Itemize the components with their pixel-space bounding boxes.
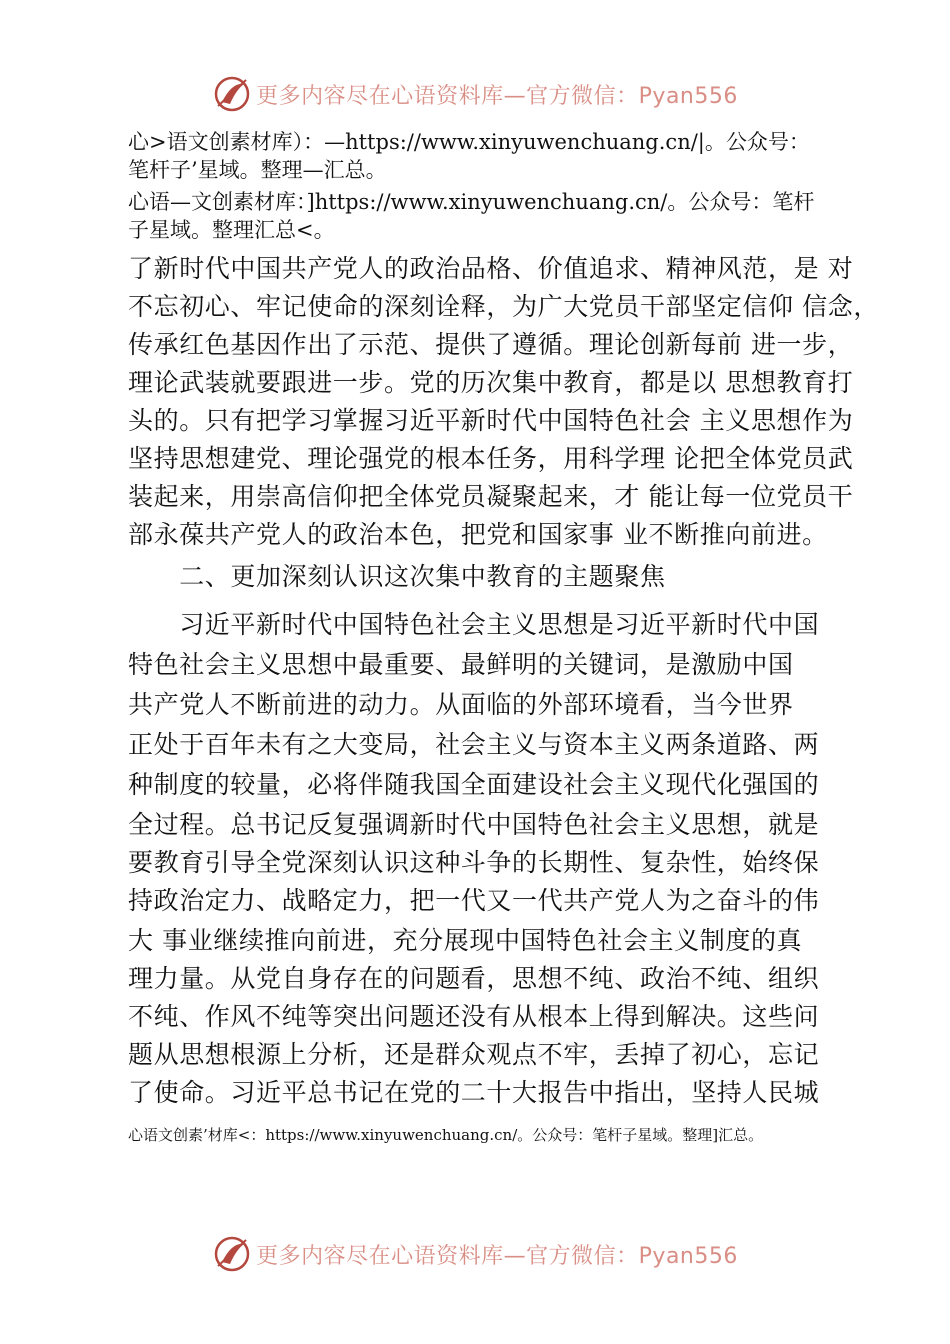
body-line: 理力量。从党自身存在的问题看，思想不纯、政治不纯、组织: [128, 964, 820, 993]
body-line: 特色社会主义思想中最重要、最鲜明的关键词，是激励中国: [128, 650, 794, 679]
banner-text: [256, 1239, 738, 1270]
body-line: 部永葆共产党人的政治本色，把党和国家事 业不断推向前进。: [128, 520, 828, 549]
body-line: 种制度的较量，必将伴随我国全面建设社会主义现代化强国的: [128, 770, 820, 799]
banner-prefix: 更多内容尽在心语资料库—: [256, 1243, 527, 1269]
body-line: 坚持思想建党、理论强党的根本任务，用科学理 论把全体党员武: [128, 444, 854, 473]
header-banner: [0, 72, 950, 116]
body-line: 题从思想根源上分析，还是群众观点不牢，丢掉了初心，忘记: [128, 1040, 820, 1069]
body-line: 了使命。习近平总书记在党的二十大报告中指出，坚持人民城: [128, 1078, 820, 1107]
body-line: 正处于百年未有之大变局，社会主义与资本主义两条道路、两: [128, 730, 820, 759]
body-line: 全过程。总书记反复强调新时代中国特色社会主义思想，就是: [128, 810, 820, 839]
body-line: 头的。只有把学习掌握习近平新时代中国特色社会 主义思想作为: [128, 406, 854, 435]
banner-wechat: 官方微信：Pyan556: [526, 1243, 738, 1269]
body-line: 习近平新时代中国特色社会主义思想是习近平新时代中国: [128, 610, 820, 639]
body-line: 了新时代中国共产党人的政治品格、价值追求、精神风范，是 对: [128, 254, 854, 283]
body-line: 装起来，用崇高信仰把全体党员凝聚起来，才 能让每一位党员干: [128, 482, 854, 511]
body-line: 共产党人不断前进的动力。从面临的外部环境看，当今世界: [128, 690, 794, 719]
banner-text: [256, 79, 738, 110]
banner-wechat: 官方微信：Pyan556: [526, 83, 738, 109]
section-heading: 二、更加深刻认识这次集中教育的主题聚焦: [128, 562, 666, 591]
footer-banner: [0, 1232, 950, 1276]
body-line: 理论武装就要跟进一步。党的历次集中教育，都是以 思想教育打: [128, 368, 854, 397]
body-line: 不纯、作风不纯等突出问题还没有从根本上得到解决。这些问: [128, 1002, 820, 1031]
body-line: 要教育引导全党深刻认识这种斗争的长期性、复杂性，始终保: [128, 848, 820, 877]
body-line: 不忘初心、牢记使命的深刻诠释，为广大党员干部坚定信仰 信念，: [128, 292, 879, 321]
footer-source-line: 心语文创素’材库<：https://www.xinyuwenchuang.cn/。公众号：笔杆子星域。整理]汇总。: [128, 1126, 764, 1144]
body-line: 持政治定力、战略定力，把一代又一代共产党人为之奋斗的伟: [128, 886, 820, 915]
source-line: 心>语文创素材库）：—https://www.xinyuwenchuang.cn/|。公众号：笔杆子’星域。整理—汇总。: [128, 130, 810, 182]
logo-icon: [212, 74, 252, 114]
body-line: 大 事业继续推向前进，充分展现中国特色社会主义制度的真: [128, 926, 803, 955]
body-line: 传承红色基因作出了示范、提供了遵循。理论创新每前 进一步，: [128, 330, 854, 359]
source-line: 心语—文创素材库：]https://www.xinyuwenchuang.cn/。公众号：笔杆子星域。整理汇总<。: [128, 190, 815, 242]
logo-icon: [212, 1234, 252, 1274]
banner-prefix: 更多内容尽在心语资料库—: [256, 83, 527, 109]
